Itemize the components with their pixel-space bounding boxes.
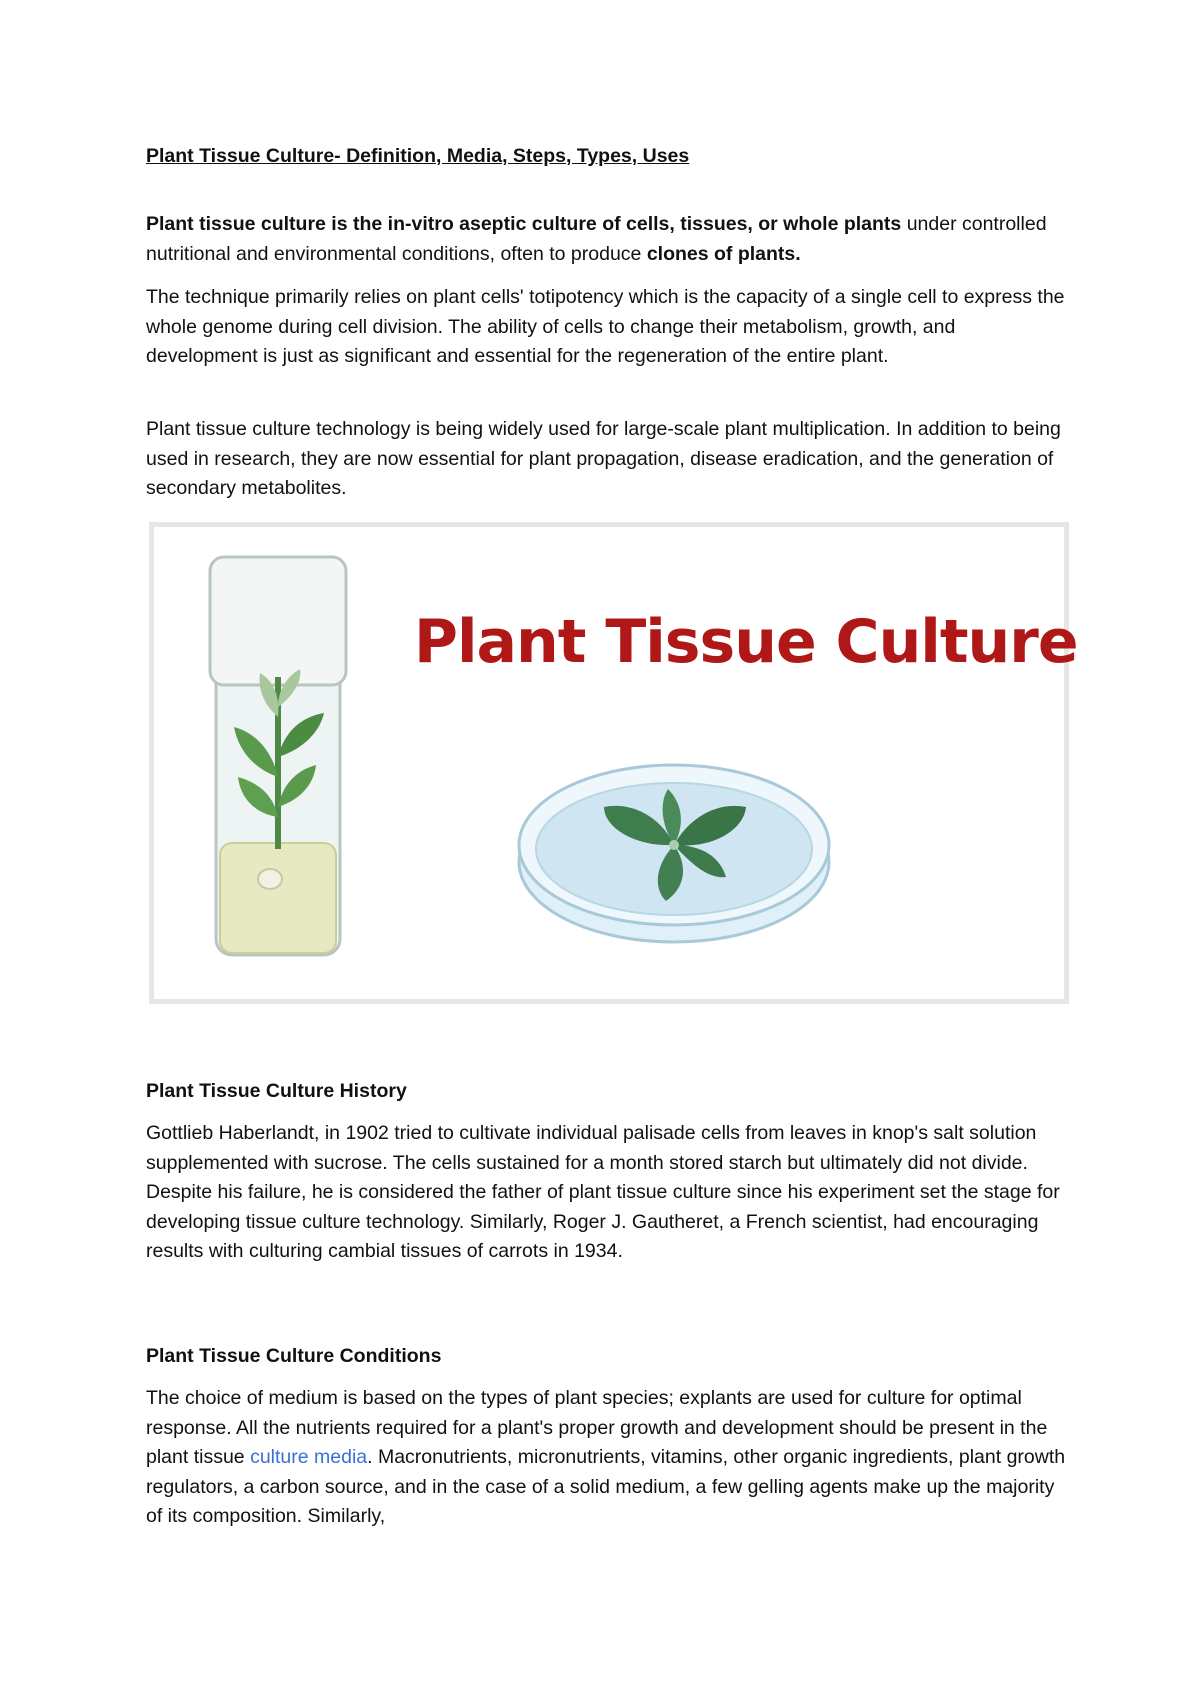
intro-bold-lead: Plant tissue culture is the in-vitro aseptic culture of cells, tissues, or whole plants: [146, 213, 902, 235]
plant-tissue-culture-figure: [149, 522, 1078, 1004]
intro-bold-tail: clones of plants.: [646, 242, 801, 265]
culture-media-link[interactable]: culture media: [250, 1446, 368, 1468]
technology-paragraph: Plant tissue culture technology is being widely used for large-scale plant multiplication. In addition to being used in research, they are now essential for plant propagation, disease eradication, and the generation of secondary metabolites.: [146, 418, 1061, 499]
history-paragraph: Gottlieb Haberlandt, in 1902 tried to cultivate individual palisade cells from leaves in knop's salt solution supplemented with sucrose. The cells sustained for a month stored starch but ultimately did not divide. Despite his failure, he is considered the father of plant tissue culture since his experiment set the stage for developing tissue culture technology. Similarly, Roger J. Gautheret, a French scientist, had encouraging results with culturing cambial tissues of carrots in 1934.: [146, 1122, 1060, 1262]
conditions-paragraph: [146, 1384, 1066, 1532]
conditions-text-before-link: The choice of medium is based on the types of plant species; explants are used for culture for optimal response. All the nutrients required for a plant's proper growth and development should be present in the plant tissue: [146, 1387, 1048, 1468]
intro-paragraph: [146, 210, 1066, 269]
test-tube-icon: [210, 557, 346, 955]
conditions-text-after-link: . Macronutrients, micronutrients, vitamins, other organic ingredients, plant growth regulators, a carbon source, and in the case of a solid medium, a few gelling agents make up the majority of its composition. Similarly,: [146, 1446, 1066, 1527]
document-title: Plant Tissue Culture- Definition, Media, Steps, Types, Uses: [146, 145, 690, 167]
intro-text: under controlled nutritional and environmental conditions, often to produce: [146, 213, 1047, 265]
culture-illustration: [154, 527, 1064, 999]
petri-dish-icon: [519, 765, 829, 942]
conditions-heading: Plant Tissue Culture Conditions: [146, 1345, 442, 1367]
history-heading: Plant Tissue Culture History: [146, 1080, 407, 1102]
figure-title: Plant Tissue Culture: [414, 607, 1078, 677]
totipotency-paragraph: The technique primarily relies on plant cells' totipotency which is the capacity of a single cell to express the whole genome during cell division. The ability of cells to change their metabolism, growth, and development is just as significant and essential for the regeneration of the entire plant.: [146, 286, 1065, 367]
